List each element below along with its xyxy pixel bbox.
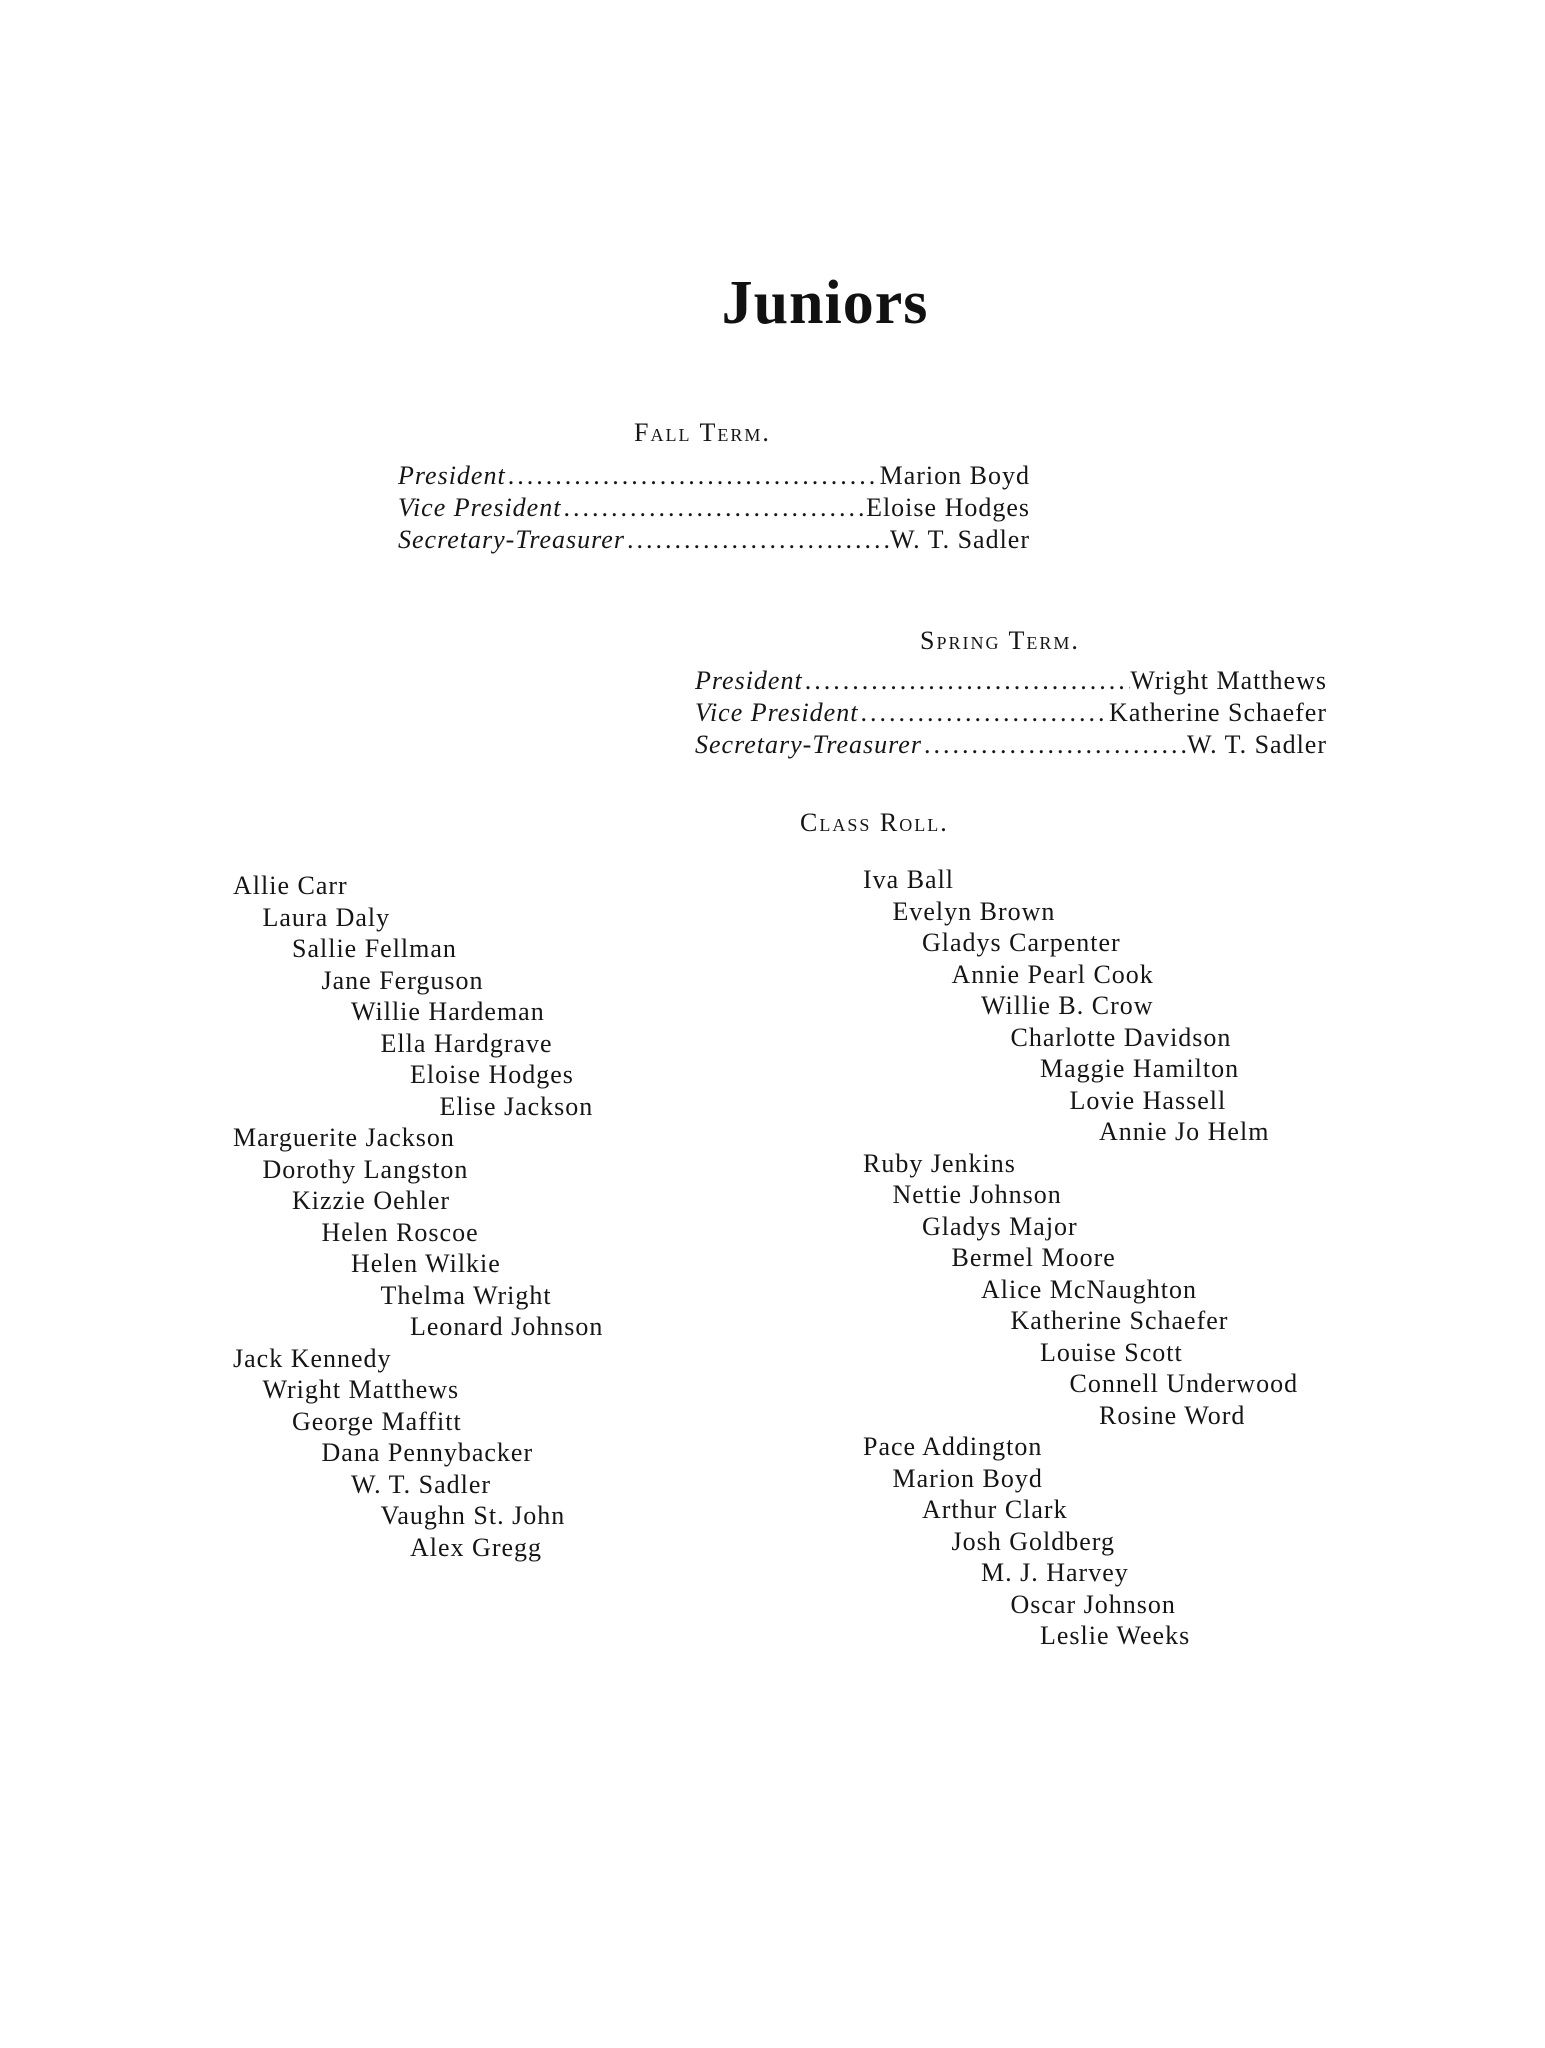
roll-name: Oscar Johnson <box>1010 1589 1176 1619</box>
roll-name: Connell Underwood <box>1069 1369 1299 1398</box>
roll-name: Annie Pearl Cook <box>951 959 1154 989</box>
roll-name: Marion Boyd <box>892 1463 1043 1493</box>
roll-name: Alex Gregg <box>410 1532 543 1562</box>
roll-name: Laura Daly <box>262 902 391 932</box>
dot-leader <box>561 492 866 524</box>
roll-name: Jane Ferguson <box>321 965 484 995</box>
officer-name: Katherine Schaefer <box>1109 698 1327 727</box>
dot-leader <box>625 524 890 556</box>
roll-name: Maggie Hamilton <box>1040 1054 1240 1083</box>
officer-name: Marion Boyd <box>879 461 1030 490</box>
fall-term-heading: Fall Term. <box>634 418 771 447</box>
roll-name: Evelyn Brown <box>892 896 1056 926</box>
class-roll-heading: Class Roll. <box>800 808 949 837</box>
officer-row <box>398 524 1030 556</box>
roll-name: Gladys Carpenter <box>922 928 1121 957</box>
roll-name: Nettie Johnson <box>892 1180 1062 1209</box>
roll-name: Thelma Wright <box>380 1280 552 1310</box>
officer-name: W. T. Sadler <box>1186 730 1327 759</box>
roll-name: Helen Roscoe <box>321 1217 479 1247</box>
officer-role: President <box>398 461 506 490</box>
roll-name: Wright Matthews <box>262 1375 460 1404</box>
roll-name: Willie Hardeman <box>351 997 545 1026</box>
roll-name: Sallie Fellman <box>292 934 457 963</box>
roll-name: George Maffitt <box>292 1406 462 1436</box>
roll-name: Josh Goldberg <box>951 1526 1115 1556</box>
roll-name: Gladys Major <box>922 1211 1078 1241</box>
roll-name: Pace Addington <box>863 1432 1043 1461</box>
spring-term-heading: Spring Term. <box>920 626 1080 655</box>
officer-name: W. T. Sadler <box>889 525 1030 554</box>
class-roll-right-column <box>863 864 1298 1652</box>
officer-name: Wright Matthews <box>1130 666 1327 695</box>
roll-name: Helen Wilkie <box>351 1249 501 1278</box>
roll-name: Alice McNaughton <box>981 1274 1198 1304</box>
roll-name: Ruby Jenkins <box>863 1148 1016 1178</box>
roll-name: Eloise Hodges <box>410 1060 574 1089</box>
officer-role: Secretary-Treasurer <box>695 730 922 759</box>
officer-row <box>398 492 1030 524</box>
officer-role: Vice President <box>695 698 859 727</box>
roll-name: Ella Hardgrave <box>380 1028 553 1058</box>
roll-name: Charlotte Davidson <box>1010 1022 1232 1052</box>
officer-row <box>695 697 1327 729</box>
page-title: Juniors <box>721 269 929 337</box>
spring-term-officers <box>695 665 1327 761</box>
roll-name: Lovie Hassell <box>1069 1085 1227 1115</box>
roll-name: Elise Jackson <box>439 1091 594 1121</box>
roll-name: M. J. Harvey <box>981 1558 1129 1587</box>
roll-name: Kizzie Oehler <box>292 1186 451 1215</box>
dot-leader <box>858 697 1109 729</box>
roll-name: Katherine Schaefer <box>1010 1306 1229 1335</box>
roll-name: Marguerite Jackson <box>233 1123 455 1152</box>
roll-name: Jack Kennedy <box>233 1343 392 1373</box>
roll-name: Bermel Moore <box>951 1243 1116 1272</box>
officer-row <box>695 665 1327 697</box>
roll-name: Allie Carr <box>233 871 348 900</box>
roll-name: Louise Scott <box>1040 1337 1183 1367</box>
roll-name: Dorothy Langston <box>262 1154 469 1184</box>
officer-row <box>398 460 1030 492</box>
roll-name: Arthur Clark <box>922 1495 1068 1524</box>
roll-name: Vaughn St. John <box>380 1501 566 1530</box>
officer-name: Eloise Hodges <box>866 493 1030 522</box>
roll-name: Rosine Word <box>1099 1400 1246 1430</box>
officer-role: Secretary-Treasurer <box>398 525 625 554</box>
officer-role: President <box>695 666 803 695</box>
roll-name: Willie B. Crow <box>981 991 1154 1020</box>
roll-name: Annie Jo Helm <box>1099 1117 1270 1146</box>
roll-name: Leslie Weeks <box>1040 1621 1191 1650</box>
dot-leader <box>803 665 1131 697</box>
roll-name: W. T. Sadler <box>351 1469 492 1499</box>
dot-leader <box>506 460 880 492</box>
roll-name: Dana Pennybacker <box>321 1438 534 1467</box>
officer-role: Vice President <box>398 493 562 522</box>
roll-name: Iva Ball <box>863 865 955 894</box>
class-roll-left-column <box>233 870 603 1563</box>
roll-name: Leonard Johnson <box>410 1312 604 1341</box>
officer-row <box>695 729 1327 761</box>
fall-term-officers <box>398 460 1030 556</box>
dot-leader <box>922 729 1187 761</box>
